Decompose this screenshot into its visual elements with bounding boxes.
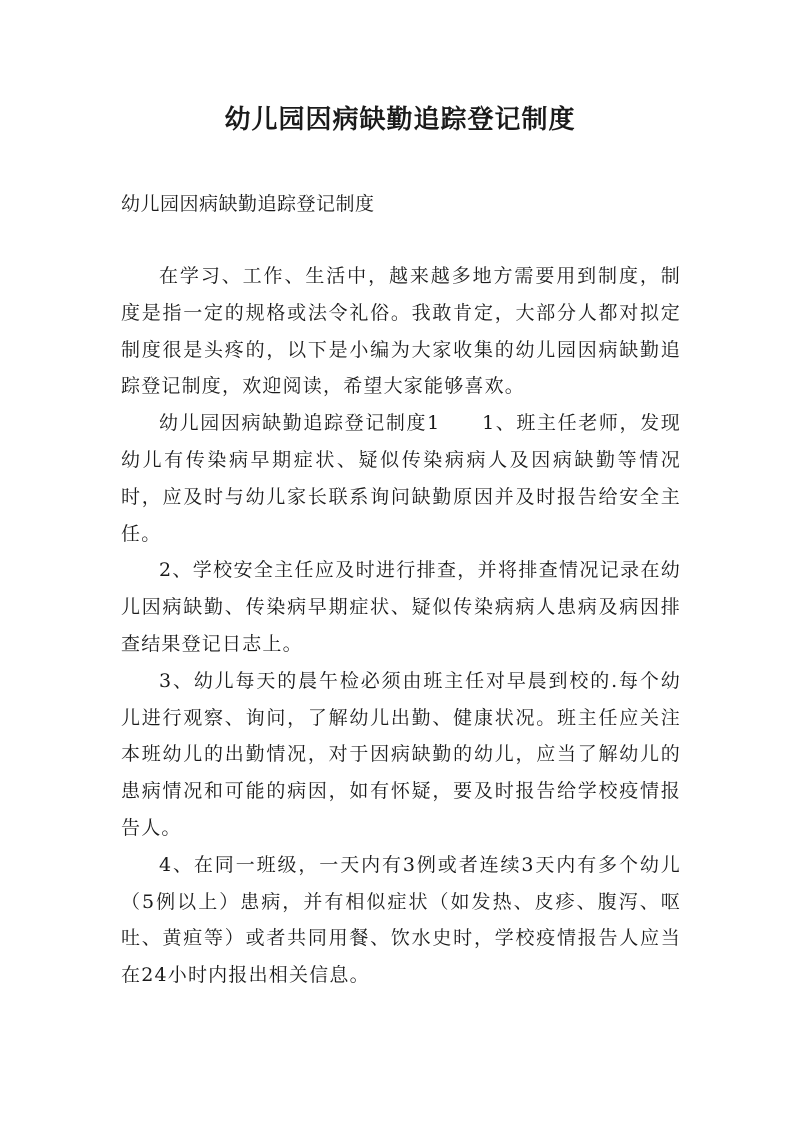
paragraph-item-3: 3、幼儿每天的晨午检必须由班主任对早晨到校的.每个幼儿进行观察、询问，了解幼儿出勤、健康状况。班主任应关注本班幼儿的出勤情况，对于因病缺勤的幼儿，应当了解幼儿的患病情况和可能的病因，如有怀疑，要及时报告给学校疫情报告人。 <box>121 669 681 839</box>
document-subtitle: 幼儿园因病缺勤追踪登记制度 <box>121 193 375 215</box>
paragraph-item-4: 4、在同一班级，一天内有3例或者连续3天内有多个幼儿（5例以上）患病，并有相似症状（如发热、皮疹、腹泻、呕吐、黄疸等）或者共同用餐、饮水史时，学校疫情报告人应当在24小时内报出相关信息。 <box>121 853 681 987</box>
document-title: 幼儿园因病缺勤追踪登记制度 <box>224 105 576 135</box>
paragraph-item-1: 幼儿园因病缺勤追踪登记制度1 1、班主任老师，发现幼儿有传染病早期症状、疑似传染病病人及因病缺勤等情况时，应及时与幼儿家长联系询问缺勤原因并及时报告给安全主任。 <box>121 412 681 545</box>
paragraph-item-2: 2、学校安全主任应及时进行排查，并将排查情况记录在幼儿因病缺勤、传染病早期症状、疑似传染病病人患病及病因排查结果登记日志上。 <box>121 559 681 655</box>
paragraph-intro: 在学习、工作、生活中，越来越多地方需要用到制度，制度是指一定的规格或法令礼俗。我敢肯定，大部分人都对拟定制度很是头疼的，以下是小编为大家收集的幼儿园因病缺勤追踪登记制度，欢迎阅读，希望大家能够喜欢。 <box>121 265 681 398</box>
document-body <box>121 258 681 994</box>
